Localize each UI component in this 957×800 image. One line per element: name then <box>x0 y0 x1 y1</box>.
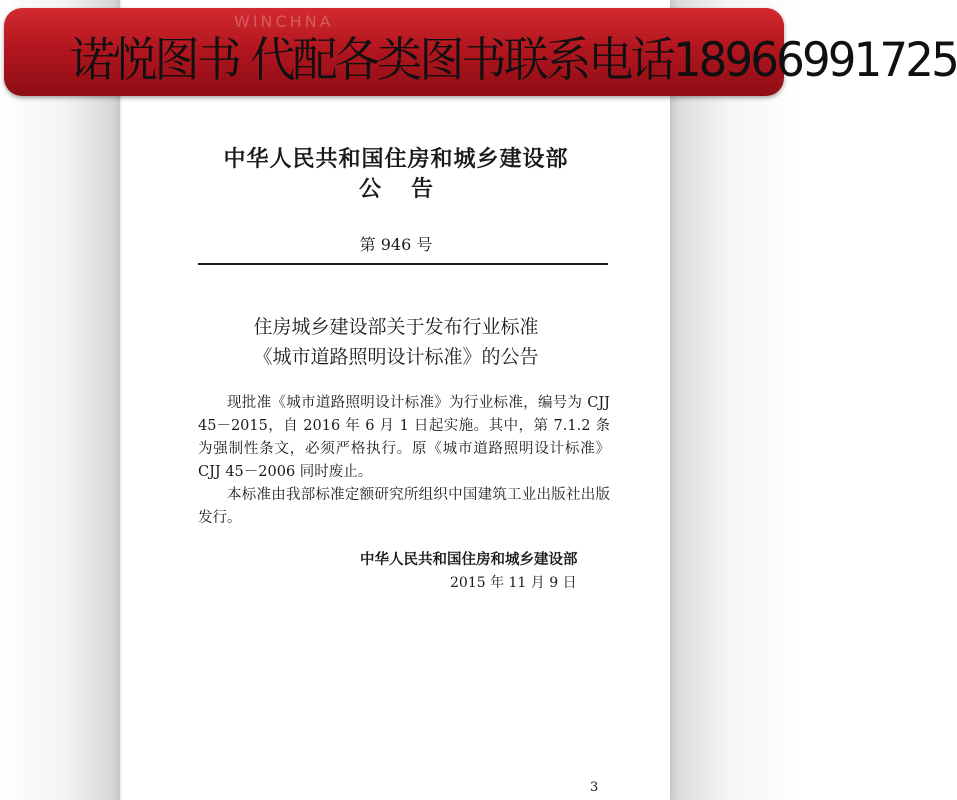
issuer-signature: 中华人民共和国住房和城乡建设部 <box>360 552 578 568</box>
right-page-edge <box>670 0 800 800</box>
promo-banner <box>4 8 957 96</box>
left-page-edge <box>0 0 120 800</box>
announcement-subtitle-line2: 《城市道路照明设计标准》的公告 <box>253 346 539 368</box>
issue-date: 2015 年 11 月 9 日 <box>450 575 577 591</box>
document-title: 中华人民共和国住房和城乡建设部 <box>223 147 569 172</box>
banner-text: 诺悦图书 代配各类图书联系电话18966991725 <box>70 32 957 88</box>
document-title-announcement: 公告 <box>358 177 463 202</box>
announcement-number: 第 946 号 <box>359 235 433 254</box>
announcement-subtitle-line1: 住房城乡建设部关于发布行业标准 <box>253 316 539 338</box>
body-paragraph-1: 现批准《城市道路照明设计标准》为行业标准，编号为 CJJ 45－2015，自 2016 年 6 月 1 日起实施。其中，第 7.1.2 条为强制性条文，必须严格执行。原《城市道路照明设计标准》CJJ 45－2006 同时废止。 <box>198 395 610 480</box>
body-paragraph-2: 本标准由我部标准定额研究所组织中国建筑工业出版社出版发行。 <box>198 487 610 526</box>
banner-watermark: WINCHNA <box>234 12 334 31</box>
page-number: 3 <box>590 780 599 795</box>
header-divider <box>198 263 608 265</box>
